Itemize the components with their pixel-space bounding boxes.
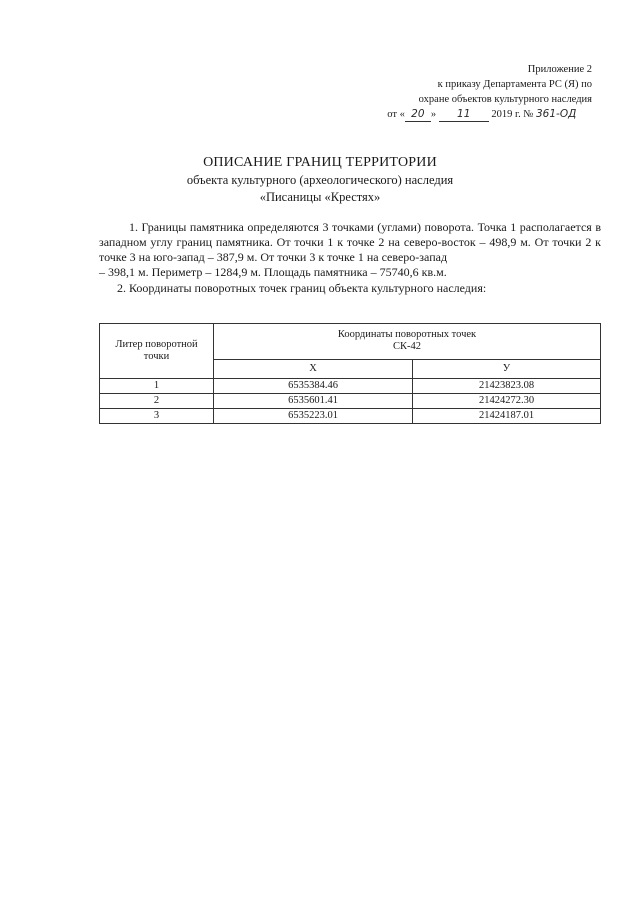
date-prefix: от « [387,109,405,120]
handwritten-order-number: 361-ОД [536,108,577,120]
object-name: «Писаницы «Крестях» [259,190,381,204]
table-row [100,409,601,424]
row-y: 21423823.08 [413,379,601,394]
row-x: 6535384.46 [214,379,413,394]
appendix-order-ref: к приказу Департамента РС (Я) по [437,79,592,90]
header-coordinates [214,324,601,360]
document-title: ОПИСАНИЕ ГРАНИЦ ТЕРРИТОРИИ [203,155,437,170]
appendix-department: охране объектов культурного наследия [418,94,592,105]
appendix-date-line [387,107,592,122]
handwritten-day: 20 [405,108,431,122]
date-mid: » [430,109,437,120]
row-y: 21424272.30 [413,394,601,409]
row-x: 6535601.41 [214,394,413,409]
paragraph-1: 1. Границы памятника определяются 3 точками (углами) поворота. Точка 1 располагается в западном углу границ памятника. От точки 1 к точке 2 на северо-восток – 498,9 м. От точки 2 к точке 3 на юго-запад – 387,9 м. От точки 3 к точке 1 на северо-запад [99,220,601,264]
row-y: 21424187.01 [413,409,601,424]
appendix-title: Приложение 2 [527,64,592,75]
date-year: 2019 г. № [491,109,534,120]
row-point: 3 [100,409,214,424]
header-x: X [214,359,413,378]
header-coordinates-label: Координаты поворотных точек [337,329,477,341]
coordinates-table [99,323,601,424]
document-subtitle: объекта культурного (археологического) наследия [186,173,454,187]
document-title-block [0,154,640,206]
paragraph-2: 2. Координаты поворотных точек границ объекта культурного наследия: [117,281,487,295]
header-coordinate-system: СК-42 [392,341,421,353]
row-point: 1 [100,379,214,394]
header-point-name: Литер поворотной точки [100,324,214,379]
header-y: У [413,359,601,378]
handwritten-month: 11 [439,108,489,122]
table-row [100,394,601,409]
table-row [100,379,601,394]
paragraph-1-continuation: – 398,1 м. Периметр – 1284,9 м. Площадь памятника – 75740,6 кв.м. [99,265,447,279]
row-x: 6535223.01 [214,409,413,424]
appendix-block [387,62,592,122]
row-point: 2 [100,394,214,409]
document-body [99,220,601,296]
